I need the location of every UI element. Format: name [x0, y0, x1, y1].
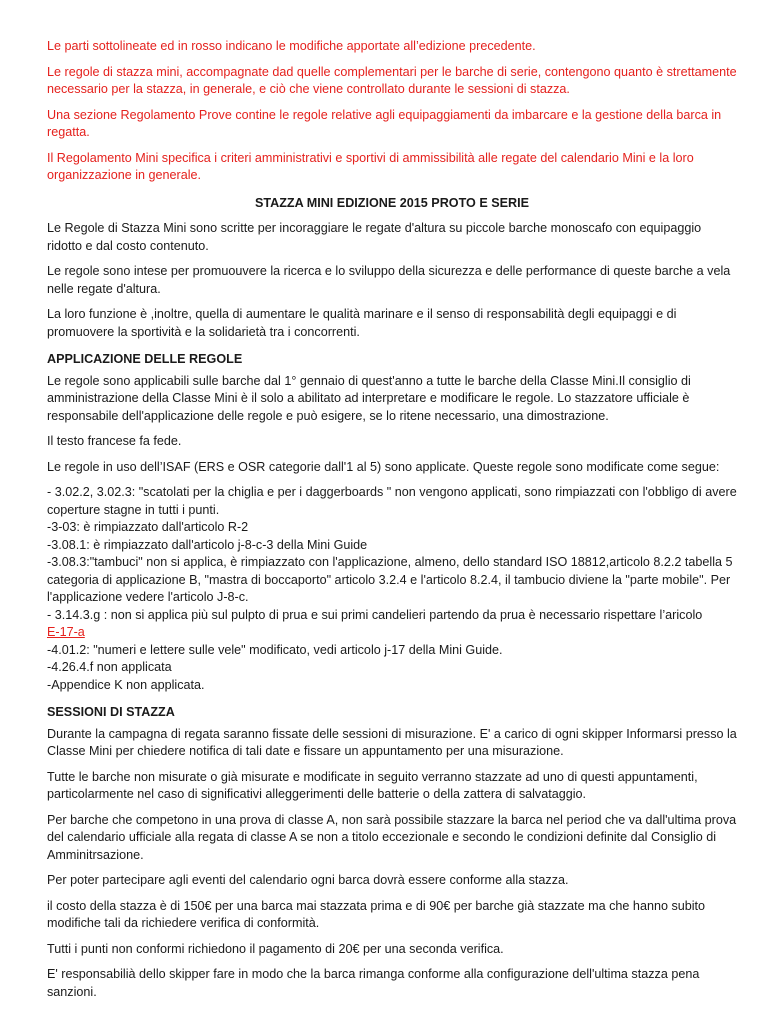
sessioni-paragraph-1: Durante la campagna di regata saranno fissate delle sessioni di misurazione. E' a carico di ogni skipper Informarsi presso la Classe Mini per chiedere notifica di tali date e fissare un appuntamento per una misurazione.	[47, 726, 737, 758]
note-regolamento-prove: Una sezione Regolamento Prove contine le regole relative agli equipaggiamenti da imbarcare e la gestione della barca in regatta.	[47, 107, 722, 139]
list-item: -4.01.2: "numeri e lettere sulle vele" modificato, vedi articolo j-17 della Mini Guide.	[47, 642, 503, 657]
list-item: -3.08.1: è rimpiazzato dall'articolo j-8-c-3 della Mini Guide	[47, 537, 368, 552]
sessioni-paragraph-4: Per poter partecipare agli eventi del calendario ogni barca dovrà essere conforme alla stazza.	[47, 873, 569, 887]
intro-paragraph-3: La loro funzione è ,inoltre, quella di aumentare le qualità marinare e il senso di responsabilità degli equipaggi e di promuovere la sportività e la solidarietà tra i concorrenti.	[47, 307, 677, 339]
applicazione-paragraph-3: Le regole in uso dell’ISAF (ERS e OSR categorie dall'1 al 5) sono applicate. Queste regole sono modificate come segue:	[47, 459, 720, 474]
sessioni-paragraph-7: E' responsabilià dello skipper fare in modo che la barca rimanga conforme alla configurazione dell'ultima stazza pena sanzioni.	[47, 967, 700, 999]
intro-paragraph-2: Le regole sono intese per promuouvere la ricerca e lo sviluppo della sicurezza e delle performance di queste barche a vela nelle regate d'altura.	[47, 264, 731, 296]
sessioni-paragraph-5: il costo della stazza è di 150€ per una barca mai stazzata prima e di 90€ per barche già stazzate ma che hanno subito modifiche tali da richiedere verifica di conformità.	[47, 898, 706, 930]
applicazione-paragraph-2: Il testo francese fa fede.	[47, 434, 182, 448]
note-regolamento-mini: Il Regolamento Mini specifica i criteri amministrativi e sportivi di ammissibilità alle regate del calendario Mini e la loro organizzazione in generale.	[47, 150, 694, 182]
applicazione-paragraph-1: Le regole sono applicabili sulle barche dal 1° gennaio di quest'anno a tutte le barche della Classe Mini.Il consiglio di amministrazione della Classe Mini è il solo a abilitato ad interpretare e modificare le regole. Lo stazzatore ufficiale è responsabile dell'applicazione delle regole e può esigere, se lo ritene necessario, una dimostrazione.	[47, 373, 691, 423]
list-item: -Appendice K non applicata.	[47, 677, 205, 692]
note-rules-scope: Le regole di stazza mini, accompagnate dad quelle complementari per le barche di serie, contengono quanto è strettamente necessario per la stazza, in generale, e ciò che viene controllato durante le sessioni di stazza.	[47, 64, 737, 96]
list-item: -4.26.4.f non applicata	[47, 660, 172, 674]
list-item-link	[47, 624, 737, 642]
sessioni-paragraph-6: Tutti i punti non conformi richiedono il pagamento di 20€ per una seconda verifica.	[47, 941, 504, 956]
document-title: STAZZA MINI EDIZIONE 2015 PROTO E SERIE	[254, 195, 530, 210]
document-page	[47, 38, 737, 1009]
article-link-e17a[interactable]: E-17-a	[47, 625, 85, 639]
modifications-list	[47, 484, 737, 694]
note-changes: Le parti sottolineate ed in rosso indicano le modifiche apportate all’edizione precedente.	[47, 39, 536, 53]
list-item: - 3.14.3.g : non si applica più sul pulpto di prua e sui primi candelieri partendo da prua è necessario rispettare l’aricolo	[47, 607, 703, 622]
list-item: -3.08.3:"tambuci" non si applica, è rimpiazzato con l'applicazione, almeno, dello standard ISO 18812,articolo 8.2.2 tabella 5 categoria di applicazione B, "mastra di boccaporto" articolo 3.2.4 e l'articolo 8.2.4, il tambucio diviene la "parte mobile". Per l'applicazione vedere l'articolo J-8-c.	[47, 555, 733, 604]
sessioni-paragraph-3: Per barche che competono in una prova di classe A, non sarà possibile stazzare la barca nel period che va dall'ultima prova del calendario ufficiale alla regata di classe A se non a titolo eccezionale e secondo le condizioni definite dal Consiglio di Amminitrsazione.	[47, 812, 737, 862]
list-item: -3-03: è rimpiazzato dall'articolo R-2	[47, 520, 249, 534]
list-item: - 3.02.2, 3.02.3: "scatolati per la chiglia e per i daggerboards " non vengono applicati, sono rimpiazzati con l'obbligo di avere coperture stagne in tutti i punti.	[47, 485, 737, 517]
sessioni-paragraph-2: Tutte le barche non misurate o già misurate e modificate in seguito verranno stazzate ad uno di questi appuntamenti, particolarmente nel caso di significativi alleggerimenti delle batterie o della zattera di salvataggio.	[47, 769, 698, 801]
section-heading-sessioni: SESSIONI DI STAZZA	[47, 705, 175, 719]
section-heading-applicazione: APPLICAZIONE DELLE REGOLE	[47, 352, 243, 366]
intro-paragraph-1: Le Regole di Stazza Mini sono scritte per incoraggiare le regate d'altura su piccole barche monoscafo con equipaggio ridotto e dal costo contenuto.	[47, 221, 702, 253]
